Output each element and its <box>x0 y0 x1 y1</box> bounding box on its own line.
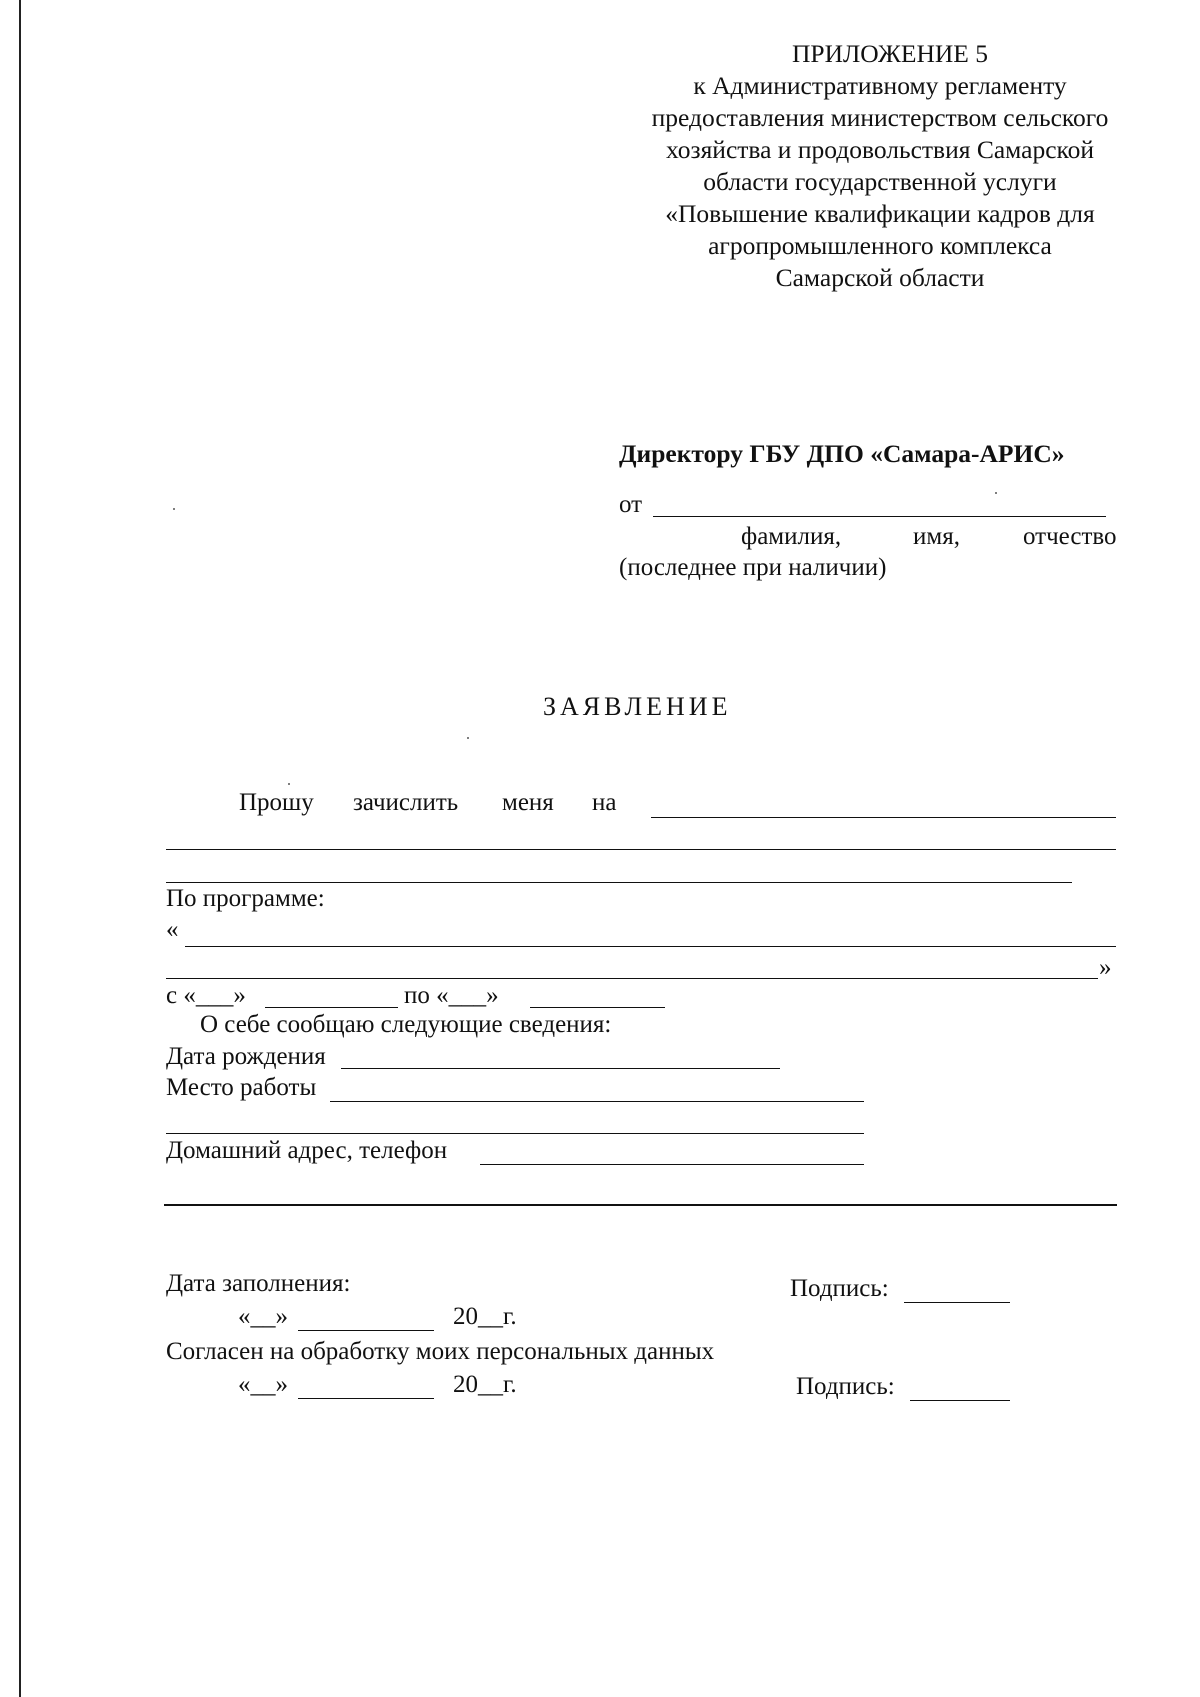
addressee-title: Директору ГБУ ДПО «Самара-АРИС» <box>619 439 1065 468</box>
consent-date-day: «__» <box>238 1371 288 1398</box>
request-word-3: меня <box>502 789 554 816</box>
scan-speck <box>173 508 175 510</box>
scan-speck <box>288 783 290 785</box>
annex-line-1: к Административному регламенту <box>693 71 1067 100</box>
left-margin-line <box>19 0 21 1697</box>
annex-header <box>620 38 1140 294</box>
consent-date-month-field[interactable] <box>298 1398 434 1399</box>
scan-speck <box>995 492 997 494</box>
annex-line-7: Самарской области <box>775 263 985 292</box>
from-label: от <box>619 491 643 518</box>
program-field-1[interactable] <box>185 946 1116 947</box>
fill-date-year: 20__г. <box>453 1303 517 1330</box>
fill-date-day: «__» <box>238 1303 288 1330</box>
fio-hint-line-2: (последнее при наличии) <box>619 554 887 581</box>
work-place-field-2[interactable] <box>166 1133 864 1134</box>
period-from-month-field[interactable] <box>265 1007 398 1008</box>
annex-line-6: агропромышленного комплекса <box>708 231 1052 260</box>
home-address-field-1[interactable] <box>480 1164 864 1165</box>
fill-date-label: Дата заполнения: <box>166 1270 351 1297</box>
annex-number: ПРИЛОЖЕНИЕ 5 <box>791 39 989 68</box>
consent-text: Согласен на обработку моих персональных данных <box>166 1338 715 1365</box>
enrollment-field-1[interactable] <box>651 817 1116 818</box>
fill-date-month-field[interactable] <box>298 1330 434 1331</box>
annex-line-4: области государственной услуги <box>703 167 1057 196</box>
scan-speck <box>467 737 469 739</box>
program-quote-open: « <box>166 916 179 943</box>
home-address-field-2[interactable] <box>164 1204 1117 1206</box>
fio-hint-word-2: имя, <box>913 523 960 550</box>
about-self-label: О себе сообщаю следующие сведения: <box>200 1011 612 1038</box>
enrollment-field-3[interactable] <box>166 882 1072 883</box>
document-title: ЗАЯВЛЕНИЕ <box>543 692 732 721</box>
request-word-4: на <box>592 789 617 816</box>
birth-date-field[interactable] <box>341 1068 780 1069</box>
home-address-label: Домашний адрес, телефон <box>166 1137 448 1164</box>
enrollment-field-2[interactable] <box>166 849 1116 850</box>
period-from-label: с «___» <box>166 982 246 1009</box>
signature-label-1: Подпись: <box>790 1275 889 1302</box>
fio-hint-word-1: фамилия, <box>741 523 842 550</box>
signature-label-2: Подпись: <box>796 1373 895 1400</box>
birth-date-label: Дата рождения <box>166 1043 326 1070</box>
period-to-label: по «___» <box>404 982 499 1009</box>
fio-hint-word-3: отчество <box>1023 523 1117 550</box>
signature-field-1[interactable] <box>904 1302 1010 1303</box>
request-word-2: зачислить <box>353 789 459 816</box>
program-label: По программе: <box>166 885 325 912</box>
work-place-label: Место работы <box>166 1074 317 1101</box>
program-quote-close: » <box>1099 954 1112 981</box>
period-to-month-field[interactable] <box>530 1007 665 1008</box>
request-word-1: Прошу <box>239 789 314 816</box>
annex-line-3: хозяйства и продовольствия Самарской <box>665 135 1095 164</box>
annex-line-2: предоставления министерством сельского <box>651 103 1109 132</box>
consent-date-year: 20__г. <box>453 1371 517 1398</box>
signature-field-2[interactable] <box>910 1400 1010 1401</box>
work-place-field-1[interactable] <box>330 1101 864 1102</box>
fio-field[interactable] <box>653 516 1106 517</box>
program-field-2[interactable] <box>166 978 1098 979</box>
annex-line-5: «Повышение квалификации кадров для <box>665 199 1095 228</box>
